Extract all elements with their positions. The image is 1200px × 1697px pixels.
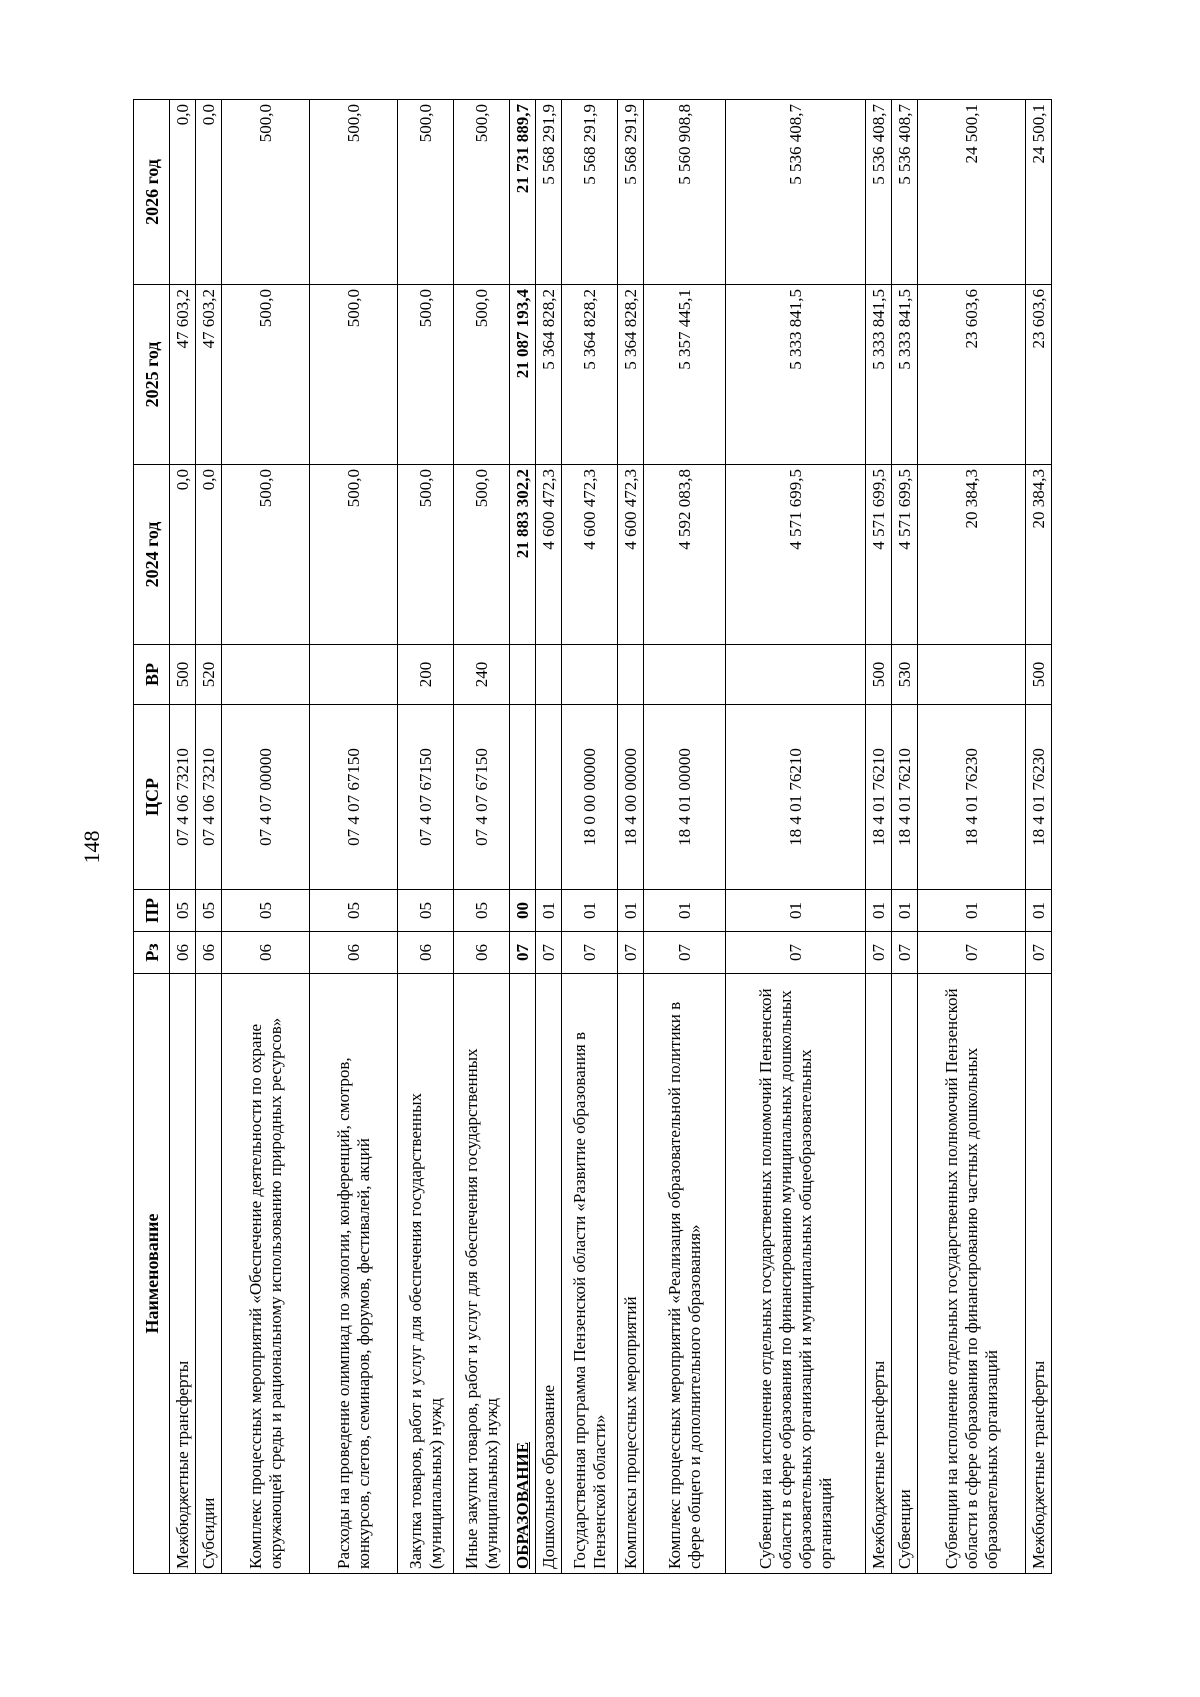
cell-pr: 01: [536, 890, 562, 932]
cell-vr: [536, 645, 562, 705]
cell-y2026: 500,0: [398, 100, 454, 285]
cell-csr: 07 4 06 73210: [170, 705, 196, 890]
cell-y2025: 500,0: [454, 285, 510, 465]
cell-pr: 05: [196, 890, 222, 932]
cell-vr: 500: [866, 645, 892, 705]
cell-y2025: 5 364 828,2: [562, 285, 618, 465]
cell-csr: 18 4 01 00000: [644, 705, 726, 890]
cell-y2024: 4 600 472,3: [562, 465, 618, 645]
col-header-name: Наименование: [134, 974, 170, 1574]
budget-table-rotated: [133, 100, 1050, 1574]
cell-rz: 06: [170, 932, 196, 974]
cell-y2026: 0,0: [196, 100, 222, 285]
cell-y2024: 500,0: [398, 465, 454, 645]
cell-y2024: 21 883 302,2: [510, 465, 536, 645]
cell-y2024: 500,0: [310, 465, 398, 645]
cell-y2026: 5 568 291,9: [618, 100, 644, 285]
cell-pr: 01: [618, 890, 644, 932]
cell-vr: [918, 645, 1026, 705]
cell-vr: 500: [170, 645, 196, 705]
cell-y2026: 5 568 291,9: [562, 100, 618, 285]
cell-y2026: 24 500,1: [918, 100, 1026, 285]
page-number: 148: [79, 830, 104, 864]
cell-name: Иные закупки товаров, работ и услуг для обеспечения государственных (муниципальных) нужд: [454, 974, 510, 1574]
cell-rz: 07: [726, 932, 866, 974]
cell-pr: 05: [454, 890, 510, 932]
cell-pr: 01: [726, 890, 866, 932]
cell-name: Межбюджетные трансферты: [866, 974, 892, 1574]
cell-y2025: 23 603,6: [1026, 285, 1052, 465]
cell-name: Межбюджетные трансферты: [1026, 974, 1052, 1574]
cell-rz: 07: [644, 932, 726, 974]
cell-rz: 07: [510, 932, 536, 974]
cell-vr: [618, 645, 644, 705]
cell-y2025: 500,0: [398, 285, 454, 465]
cell-rz: 07: [866, 932, 892, 974]
cell-pr: 05: [222, 890, 310, 932]
table-row: [866, 100, 892, 1574]
table-row: [454, 100, 510, 1574]
cell-vr: 500: [1026, 645, 1052, 705]
cell-name: Комплекс процессных мероприятий «Обеспечение деятельности по охране окружающей среды и рациональному использованию природных ресурсов»: [222, 974, 310, 1574]
cell-csr: 18 4 01 76210: [726, 705, 866, 890]
cell-name: Субвенции: [892, 974, 918, 1574]
cell-name: Субвенции на исполнение отдельных государственных полномочий Пензенской области в сфере образования по финансированию частных дошкольных образовательных организаций: [918, 974, 1026, 1574]
table-header-row: [134, 100, 170, 1574]
cell-name: Субсидии: [196, 974, 222, 1574]
cell-vr: 520: [196, 645, 222, 705]
table-row: [536, 100, 562, 1574]
cell-y2024: 4 600 472,3: [618, 465, 644, 645]
cell-y2026: 5 568 291,9: [536, 100, 562, 285]
cell-rz: 07: [618, 932, 644, 974]
cell-y2026: 5 560 908,8: [644, 100, 726, 285]
cell-rz: 06: [398, 932, 454, 974]
table-row: [644, 100, 726, 1574]
cell-rz: 07: [892, 932, 918, 974]
cell-pr: 01: [562, 890, 618, 932]
cell-y2024: 4 600 472,3: [536, 465, 562, 645]
cell-y2025: 5 364 828,2: [618, 285, 644, 465]
cell-csr: 18 4 01 76230: [1026, 705, 1052, 890]
table-row: [310, 100, 398, 1574]
cell-y2026: 500,0: [222, 100, 310, 285]
cell-csr: 07 4 06 73210: [196, 705, 222, 890]
cell-rz: 06: [222, 932, 310, 974]
col-header-vr: ВР: [134, 645, 170, 705]
cell-pr: 01: [644, 890, 726, 932]
cell-csr: [510, 705, 536, 890]
col-header-rz: Рз: [134, 932, 170, 974]
cell-csr: 07 4 07 67150: [398, 705, 454, 890]
cell-pr: 01: [1026, 890, 1052, 932]
cell-y2025: 5 357 445,1: [644, 285, 726, 465]
cell-vr: [510, 645, 536, 705]
table-row: [196, 100, 222, 1574]
cell-pr: 05: [398, 890, 454, 932]
cell-y2026: 500,0: [454, 100, 510, 285]
cell-pr: 00: [510, 890, 536, 932]
cell-csr: [536, 705, 562, 890]
cell-pr: 01: [866, 890, 892, 932]
cell-y2024: 4 571 699,5: [892, 465, 918, 645]
cell-y2026: 500,0: [310, 100, 398, 285]
cell-csr: 07 4 07 67150: [454, 705, 510, 890]
col-header-2024: 2024 год: [134, 465, 170, 645]
cell-y2024: 500,0: [454, 465, 510, 645]
cell-csr: 18 4 01 76210: [892, 705, 918, 890]
table-row: [398, 100, 454, 1574]
table-row: [562, 100, 618, 1574]
cell-y2024: 4 571 699,5: [866, 465, 892, 645]
cell-y2025: 21 087 193,4: [510, 285, 536, 465]
cell-y2025: 5 333 841,5: [892, 285, 918, 465]
cell-vr: [562, 645, 618, 705]
cell-csr: 18 4 01 76210: [866, 705, 892, 890]
cell-y2024: 0,0: [196, 465, 222, 645]
cell-rz: 06: [196, 932, 222, 974]
cell-csr: 18 0 00 00000: [562, 705, 618, 890]
cell-vr: 200: [398, 645, 454, 705]
cell-pr: 01: [892, 890, 918, 932]
table-row: [892, 100, 918, 1574]
cell-y2026: 24 500,1: [1026, 100, 1052, 285]
col-header-csr: ЦСР: [134, 705, 170, 890]
cell-rz: 07: [1026, 932, 1052, 974]
cell-y2024: 0,0: [170, 465, 196, 645]
cell-vr: [644, 645, 726, 705]
cell-vr: [726, 645, 866, 705]
table-row: [726, 100, 866, 1574]
budget-table: [133, 99, 1052, 1574]
cell-y2026: 5 536 408,7: [892, 100, 918, 285]
table-row: [1026, 100, 1052, 1574]
cell-name: ОБРАЗОВАНИЕ: [510, 974, 536, 1574]
cell-y2024: 500,0: [222, 465, 310, 645]
cell-rz: 07: [536, 932, 562, 974]
cell-y2026: 21 731 889,7: [510, 100, 536, 285]
cell-name: Комплексы процессных мероприятий: [618, 974, 644, 1574]
cell-vr: [310, 645, 398, 705]
col-header-pr: ПР: [134, 890, 170, 932]
col-header-2026: 2026 год: [134, 100, 170, 285]
cell-name: Расходы на проведение олимпиад по экологии, конференций, смотров, конкурсов, слетов, семинаров, форумов, фестивалей, акций: [310, 974, 398, 1574]
cell-vr: [222, 645, 310, 705]
cell-rz: 06: [310, 932, 398, 974]
table-row: [918, 100, 1026, 1574]
cell-pr: 05: [310, 890, 398, 932]
table-body: [170, 100, 1052, 1574]
cell-name: Дошкольное образование: [536, 974, 562, 1574]
cell-csr: 07 4 07 00000: [222, 705, 310, 890]
cell-vr: 240: [454, 645, 510, 705]
cell-rz: 06: [454, 932, 510, 974]
cell-y2026: 0,0: [170, 100, 196, 285]
cell-y2025: 5 364 828,2: [536, 285, 562, 465]
cell-y2026: 5 536 408,7: [726, 100, 866, 285]
cell-name: Межбюджетные трансферты: [170, 974, 196, 1574]
cell-vr: 530: [892, 645, 918, 705]
cell-y2025: 5 333 841,5: [726, 285, 866, 465]
table-row: [222, 100, 310, 1574]
cell-y2025: 47 603,2: [196, 285, 222, 465]
cell-pr: 05: [170, 890, 196, 932]
cell-y2025: 47 603,2: [170, 285, 196, 465]
cell-y2025: 23 603,6: [918, 285, 1026, 465]
cell-csr: 18 4 00 00000: [618, 705, 644, 890]
table-row: [170, 100, 196, 1574]
cell-name: Комплекс процессных мероприятий «Реализация образовательной политики в сфере общего и дополнительного образования»: [644, 974, 726, 1574]
cell-csr: 18 4 01 76230: [918, 705, 1026, 890]
table-row: [618, 100, 644, 1574]
cell-y2024: 4 571 699,5: [726, 465, 866, 645]
cell-name: Государственная программа Пензенской области «Развитие образования в Пензенской области»: [562, 974, 618, 1574]
cell-y2026: 5 536 408,7: [866, 100, 892, 285]
col-header-2025: 2025 год: [134, 285, 170, 465]
cell-pr: 01: [918, 890, 1026, 932]
cell-y2024: 20 384,3: [918, 465, 1026, 645]
cell-name: Закупка товаров, работ и услуг для обеспечения государственных (муниципальных) нужд: [398, 974, 454, 1574]
cell-rz: 07: [918, 932, 1026, 974]
table-row: [510, 100, 536, 1574]
cell-y2025: 5 333 841,5: [866, 285, 892, 465]
cell-y2024: 20 384,3: [1026, 465, 1052, 645]
cell-name: Субвенции на исполнение отдельных государственных полномочий Пензенской области в сфере образования по финансированию муниципальных дошкольных образовательных организаций и муниципальных общеобразовательных организаций: [726, 974, 866, 1574]
cell-rz: 07: [562, 932, 618, 974]
cell-csr: 07 4 07 67150: [310, 705, 398, 890]
cell-y2025: 500,0: [222, 285, 310, 465]
cell-y2024: 4 592 083,8: [644, 465, 726, 645]
cell-y2025: 500,0: [310, 285, 398, 465]
